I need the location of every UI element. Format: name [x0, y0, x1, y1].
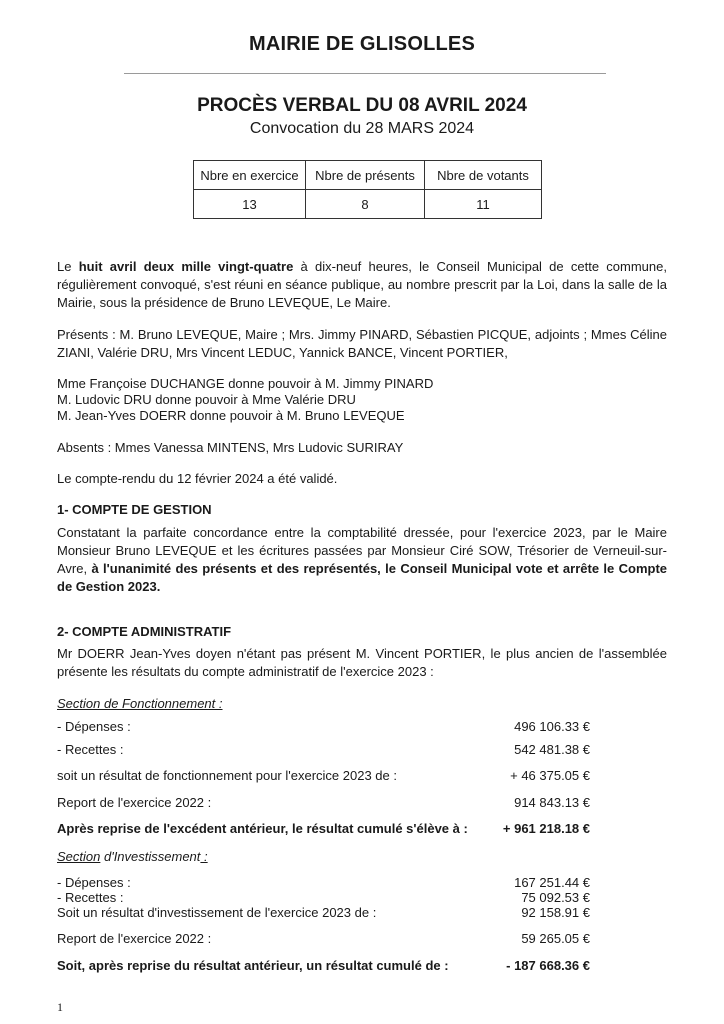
section1-paragraph [57, 524, 667, 596]
presents-paragraph: Présents : M. Bruno LEVEQUE, Maire ; Mrs. Jimmy PINARD, Sébastien PICQUE, adjoints ; Mmes Céline ZIANI, Valérie DRU, Mrs Vincent LEDUC, Yannick BANCE, Vincent PORTIER, [57, 327, 667, 360]
table-header-row [194, 161, 542, 190]
section2-heading: 2- COMPTE ADMINISTRATIF [57, 624, 232, 639]
compte-rendu-line: Le compte-rendu du 12 février 2024 a été validé. [57, 471, 338, 486]
row-label: - Recettes : [57, 742, 124, 757]
investissement-title-b: d'Investissement [100, 849, 201, 864]
row-label: - Dépenses : [57, 875, 131, 890]
investissement-title-c: : [200, 849, 208, 864]
investissement-title-a: Section [57, 849, 101, 864]
table-cell: 11 [425, 190, 542, 219]
section1-heading: 1- COMPTE DE GESTION [57, 502, 212, 517]
fonct-resultat-row [57, 768, 590, 786]
pouvoir-line: M. Ludovic DRU donne pouvoir à Mme Valérie DRU [57, 392, 356, 407]
section2-paragraph: Mr DOERR Jean-Yves doyen n'étant pas présent M. Vincent PORTIER, le plus ancien de l'assemblée présente les résultats du compte administratif de l'exercice 2023 : [57, 646, 667, 679]
convocation-date: Convocation du 28 MARS 2024 [249, 120, 475, 137]
intro-post: à dix-neuf heures, le Conseil Municipal de cette commune, régulièrement convoqué, s'est réuni en séance publique, au nombre prescrit par la Loi, dans la salle de la Mairie, sous la présidence de Bruno LEVEQUE, Le Maire. [57, 259, 667, 310]
investissement-title [57, 849, 208, 864]
table-header: Nbre en exercice [194, 161, 306, 190]
row-value: 914 843.13 € [514, 795, 590, 810]
row-value: 167 251.44 € [514, 875, 590, 890]
table-cell: 13 [194, 190, 306, 219]
row-label: - Dépenses : [57, 719, 131, 734]
row-value: 542 481.38 € [514, 742, 590, 757]
row-label: - Recettes : [57, 890, 124, 905]
table-cell: 8 [306, 190, 425, 219]
table-header: Nbre de présents [306, 161, 425, 190]
row-label: Soit, après reprise du résultat antérieur, un résultat cumulé de : [57, 958, 449, 973]
intro-paragraph [57, 258, 667, 312]
section1-text: Constatant la parfaite concordance entre la comptabilité dressée, pour l'exercice 2023, par le Maire Monsieur Bruno LEVEQUE et les écritures passées par Monsieur Ciré SOW, Trésorier de Verneuil-sur-Avre, [57, 525, 667, 576]
intro-pre: Le [57, 259, 79, 274]
pouvoir-line: M. Jean-Yves DOERR donne pouvoir à M. Bruno LEVEQUE [57, 408, 405, 423]
absents-line: Absents : Mmes Vanessa MINTENS, Mrs Ludovic SURIRAY [57, 440, 404, 455]
section1-decision: à l'unanimité des présents et des représentés, le Conseil Municipal vote et arrête le Compte de Gestion 2023. [57, 561, 668, 594]
invest-report-row [57, 931, 590, 949]
fonct-cumul-row [57, 821, 590, 839]
invest-cumul-row [57, 958, 590, 976]
row-value: + 961 218.18 € [502, 821, 590, 836]
row-value: 92 158.91 € [521, 905, 590, 920]
row-value: 496 106.33 € [514, 719, 590, 734]
proces-verbal-title: PROCÈS VERBAL DU 08 AVRIL 2024 [197, 95, 527, 116]
table-header: Nbre de votants [425, 161, 542, 190]
row-value: 59 265.05 € [521, 931, 590, 946]
row-value: 75 092.53 € [521, 890, 590, 905]
row-value: + 46 375.05 € [510, 768, 590, 783]
attendance-table [193, 160, 542, 219]
mairie-title: MAIRIE DE GLISOLLES [248, 33, 476, 55]
row-label: Après reprise de l'excédent antérieur, le résultat cumulé s'élève à : [57, 821, 468, 836]
fonctionnement-title: Section de Fonctionnement : [57, 696, 223, 711]
row-label: Report de l'exercice 2022 : [57, 795, 212, 810]
row-value: - 187 668.36 € [506, 958, 590, 973]
fonct-recettes-row [57, 742, 590, 760]
row-label: Soit un résultat d'investissement de l'exercice 2023 de : [57, 905, 377, 920]
pouvoir-line: Mme Françoise DUCHANGE donne pouvoir à M. Jimmy PINARD [57, 376, 434, 391]
row-label: soit un résultat de fonctionnement pour l'exercice 2023 de : [57, 768, 397, 783]
title-divider [124, 73, 606, 74]
intro-date: huit avril deux mille vingt-quatre [78, 259, 294, 274]
fonct-depenses-row [57, 719, 590, 737]
page-number: 1 [57, 1000, 63, 1014]
table-row [194, 190, 542, 219]
fonct-report-row [57, 795, 590, 813]
invest-resultat-row [57, 905, 590, 923]
row-label: Report de l'exercice 2022 : [57, 931, 212, 946]
